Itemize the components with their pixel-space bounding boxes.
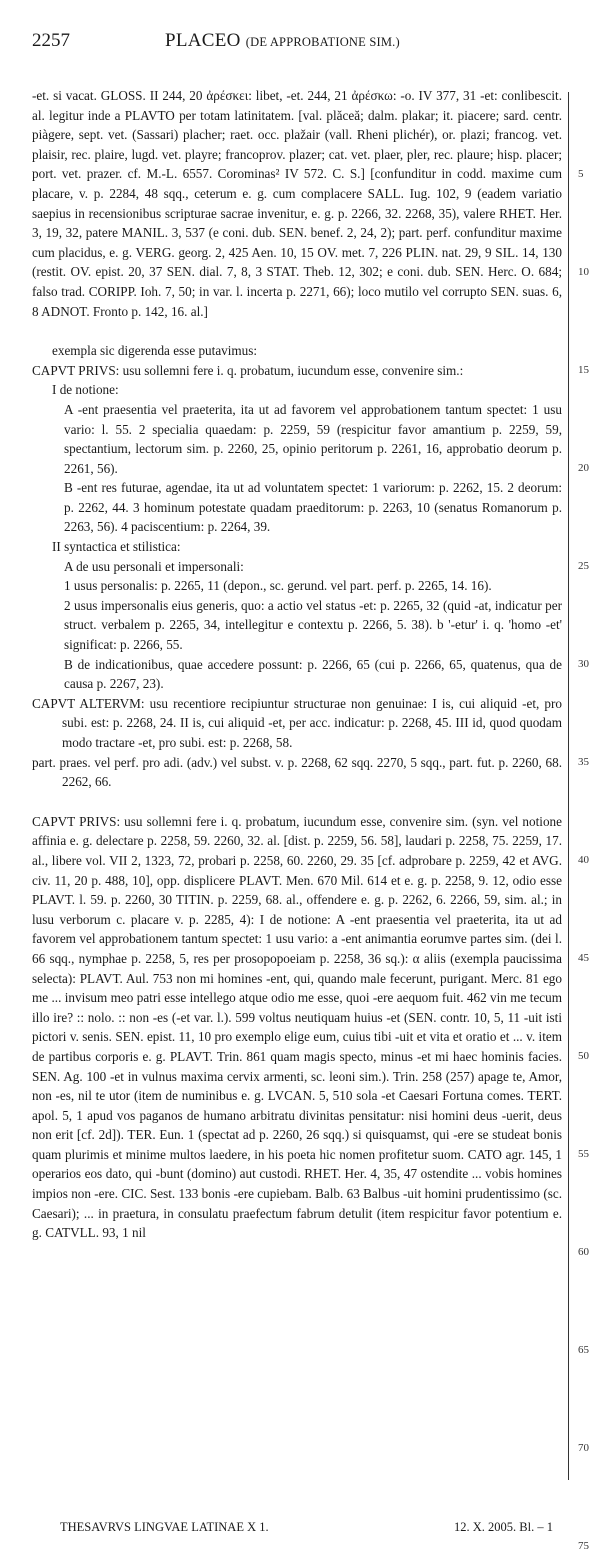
- lemma-subtitle: (DE APPROBATIONE SIM.): [245, 35, 400, 49]
- paragraph-gap: [32, 792, 562, 812]
- footer-publication: THESAVRVS LINGVAE LATINAE X 1.: [60, 1520, 269, 1534]
- entry-paragraph: exempla sic digerenda esse putavimus:: [52, 343, 258, 359]
- entry-text: [32, 86, 562, 1243]
- line-number: 75: [578, 1540, 589, 1553]
- entry-paragraph: A -ent praesentia vel praeterita, ita ut ad favorem vel approbationem tantum spectet: 1 usu vario: l. 55. 2 specialia quaedam: p. 2259, 59 (respicitur favor amantium p. 2259, 59, spectantium, lectorum sim. p. 2260, 25, opinio peritorum p. 2261, 16, approbatio deorum p. 2261, 56).: [64, 401, 562, 476]
- lemma-title: PLACEO: [165, 30, 241, 51]
- entry-paragraph: part. praes. vel perf. pro adi. (adv.) vel subst. v. p. 2268, 62 sqq. 2270, 5 sqq., part. fut. p. 2260, 68. 2262, 66.: [32, 754, 562, 790]
- paragraph-gap: [32, 321, 562, 341]
- line-number: 45: [578, 952, 589, 965]
- entry-paragraph: II syntactica et stilistica:: [52, 539, 181, 555]
- line-numbers: [578, 86, 600, 1553]
- entry-paragraph: I de notione:: [52, 382, 119, 398]
- page-number: 2257: [32, 30, 70, 51]
- line-number: 55: [578, 1148, 589, 1161]
- line-number: 25: [578, 560, 589, 573]
- entry-paragraph: CAPVT ALTERVM: usu recentiore recipiuntur structurae non genuinae: I is, cui aliquid -et, pro subi. est: p. 2268, 24. II is, cui aliquid -et, per acc. indicatur: p. 2268, 45. III id, quod quodam modo tractare -et, pro subi. est: p. 2268, 58.: [32, 695, 562, 750]
- entry-paragraph: B -ent res futurae, agendae, ita ut ad voluntatem spectet: 1 variorum: p. 2262, 15. 2 deorum: p. 2262, 44. 3 hominum potestate quadam praeditorum: p. 2263, 10 (senatus Romanorum p. 2263, 56). 4 paciscentium: p. 2264, 39.: [64, 480, 562, 535]
- line-number: 65: [578, 1344, 589, 1357]
- entry-paragraph: A de usu personali et impersonali:: [64, 558, 244, 574]
- page-header: [0, 0, 600, 86]
- entry-paragraph: 2 usus impersonalis eius generis, quo: a actio vel status -et: p. 2265, 32 (quid -at, indicatur per struct. verbalem p. 2265, 34, intellegitur e contextu p. 2266, 5. 38). b '-etur' i. q. 'homo -et' significat: p. 2266, 55.: [64, 597, 562, 653]
- line-number: 20: [578, 462, 589, 475]
- line-number: 70: [578, 1442, 589, 1455]
- line-number: 5: [578, 168, 584, 181]
- entry-paragraph: B de indicationibus, quae accedere possunt: p. 2266, 65 (cui p. 2266, 65, quatenus, qua de causa p. 2267, 23).: [64, 656, 562, 692]
- line-number: 60: [578, 1246, 589, 1259]
- margin-rule: [568, 92, 569, 1480]
- line-number: 15: [578, 364, 589, 377]
- page-footer: [0, 1520, 600, 1553]
- entry-paragraph: 1 usus personalis: p. 2265, 11 (depon., sc. gerund. vel part. perf. p. 2265, 14. 16).: [64, 578, 492, 594]
- footer-date: 12. X. 2005. Bl. – 1: [454, 1520, 553, 1534]
- entry-paragraph: CAPVT PRIVS: usu sollemni fere i. q. probatum, iucundum esse, convenire sim.:: [32, 362, 464, 378]
- entry-paragraph: CAPVT PRIVS: usu sollemni fere i. q. probatum, iucundum esse, convenire sim. (syn. vel notione affinia e. g. delectare p. 2258, 59. 2260, 32. al. [dist. p. 2259, 56. 58], laudari p. 2258, 75. 2259, 17. al., libere vol. VII 2, 1323, 72, probari p. 2258, 60. 2260, 29. 35 [cf. adprobare p. 2259, 42 et AVG. civ. 11, 20 p. 488, 10], opp. displicere PLAVT. Men. 670 Mil. 614 et e. g. p. 2258, 9. 12, odio esse PLAVT. l. 59. p. 2260, 30 TITIN. p. 2259, 68. al., offendere e. g. p. 2262, 6. 2266, 59, sim. al.; in lusu verborum c. placare v. p. 2285, 4): I de notione: A -ent praesentia vel praeterita, ita ut ad favorem vel approbationem tantum spectet: 1 usu vario: a -ent animantia eorumve partes sim. (dei l. 66 sqq., nymphae p. 2258, 5, res per prosopopoeiam p. 2258, 36 sq.): α aliis (exempla paucissima selecta): PLAVT. Aul. 753 non mi homines -ent, qui, quando male fecerunt, purigant. Merc. 81 ego me ... invisum meo patri esse intellego atque odio me esse, quoi -ere aequom fuit. 462 vin me tecum illo ire? :: nolo. :: non -es (-et var. l.). 599 voltus neutiquam huius -et (SEN. contr. 10, 5, 11 -uit isti pictori v. senis. SEN. epist. 11, 10 pro exemplo elige eum, cuius tibi -uit et vita et oratio et ... v. item de partibus corporis e. g. PLAVT. Trin. 861 quam magis specto, minus -et mi haec hominis facies. SEN. Ag. 100 -et in vulnus maxima cervix armenti, sc. leoni sim.). Trin. 258 (257) apage te, Amor, non -es, nil te utor (item de numinibus e. g. LVCAN. 5, 510 sola -et Caesari Fortuna comes. TERT. apol. 5, 1 apud vos paganos de humano arbitratu divinitas pensitatur: nisi homini deus -uerit, deus non erit [cf. 2d]). TER. Eun. 1 (spectat ad p. 2260, 26 sqq.) si quisquamst, qui -ere se studeat bonis quam plurimis et minime multos laedere, in his poeta hic nomen profitetur suom. CATO agr. 145, 1 operarios eos dato, qui -bunt (domino) aut custodi. RHET. Her. 4, 35, 47 ostendite ... vobis homines impios non -ere. CIC. Sest. 133 bonis -ere cupiebam. Balb. 63 Balbus -uit homini prudentissimo (sc. Caesari); ... in praetura, in consulatu praefectum fabrum detulit (item respicitur favor potentium e. g. CATVLL. 93, 1 nil: [32, 813, 562, 1241]
- line-number: 30: [578, 658, 589, 671]
- entry-paragraph: -et. si vacat. GLOSS. II 244, 20 ἀρέσκει: libet, -et. 244, 21 ἀρέσκω: -o. IV 377, 31 -et: conlibescit. al. legitur inde a PLAVTO per totam latinitatem. [val. plăceă; dalm. plakar; it. piacere; sard. centr. piàgere, sept. vet. (Sassari) placher; raet. occ. plažair (vall. Rheni plichér), or. plazi; francog. vet. plaisir, rec. plaire, lugd. vet. playre; francoprov. plazer; cat. vet. plaer, pler, rec. plaure; hisp. placer; port. vet. prazer. cf. M.-L. 6557. Corominas² IV 572. C. S.] [confunditur in codd. maxime cum placare, v. p. 2284, 48 sqq., ceterum e. g. cum complacere SALL. Iug. 102, 9 (eadem variatio saepius in recensionibus scripturae sacrae invenitur, e. g. p. 2266, 32. 2268, 35), valere RHET. Her. 3, 19, 32, patere MANIL. 3, 537 (e coni. dub. SEN. benef. 2, 24, 2); part. perf. confunditur maxime cum placidus, e. g. VERG. georg. 2, 425 Aen. 10, 15 OV. met. 7, 226 PLIN. nat. 29, 9 SIL. 14, 130 (restit. OV. epist. 20, 37 SEN. dial. 7, 8, 3 STAT. Theb. 12, 302; e coni. dub. SEN. Herc. O. 684; falso trad. CORIPP. Ioh. 7, 50; in var. l. incerta p. 2271, 66); loco mutilo vel corrupto SEN. suas. 6, 8 ADNOT. Fronto p. 142, 16. al.]: [32, 88, 562, 319]
- line-number: 50: [578, 1050, 589, 1063]
- line-number: 35: [578, 756, 589, 769]
- line-number: 40: [578, 854, 589, 867]
- running-title: [165, 30, 400, 52]
- line-number: 10: [578, 266, 589, 279]
